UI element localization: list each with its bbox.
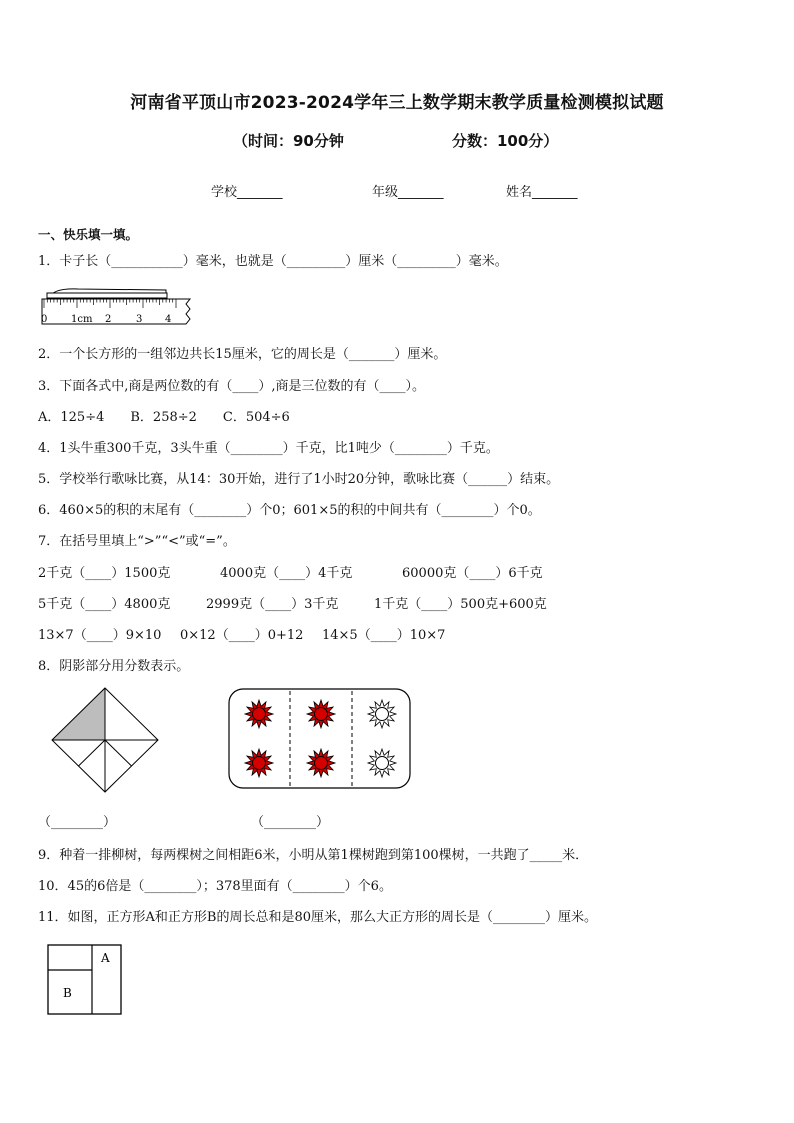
- exam-score: 分数：100分）: [452, 132, 559, 150]
- ruler-label-1cm: 1cm: [71, 314, 93, 325]
- q7-row2-item3: 1千克（____）500克+600克: [374, 597, 547, 612]
- q7-row1-item1: 2千克（____）1500克: [38, 566, 171, 581]
- q7-row3-item2: 0×12（____）0+12: [180, 628, 304, 643]
- big-square: [48, 945, 121, 1014]
- page-title: 河南省平顶山市2023-2024学年三上数学期末教学质量检测模拟试题: [130, 93, 664, 113]
- q8-answer-2: （________）: [251, 815, 330, 830]
- question-9: 9．种着一排柳树，每两棵树之间相距6米，小明从第1棵树跑到第100棵树，一共跑了_____米．: [38, 848, 589, 863]
- ruler-label-3: 3: [136, 314, 143, 325]
- school-field: 学校_______: [211, 185, 283, 200]
- sun-core: [315, 757, 328, 770]
- suns-figure: [228, 688, 412, 790]
- name-field: 姓名_______: [506, 185, 578, 200]
- q7-row2-item1: 5千克（____）4800克: [38, 597, 171, 612]
- q7-row2-item2: 2999克（____）3千克: [206, 597, 339, 612]
- square-label-b: B: [63, 986, 72, 1000]
- q7-row3-item1: 13×7（____）9×10: [38, 628, 162, 643]
- exam-time: （时间：90分钟: [233, 132, 344, 150]
- ruler-label-4: 4: [165, 314, 172, 325]
- diamond-lower-right-line: [105, 740, 132, 766]
- question-1: 1．卡子长（___________）毫米，也就是（_________）厘米（_________）毫米。: [38, 254, 508, 269]
- sun-core: [376, 757, 389, 770]
- question-6: 6．460×5的积的末尾有（________）个0；601×5的积的中间共有（________）个0。: [38, 503, 541, 518]
- diamond-lower-left-line: [79, 740, 106, 766]
- clip-bar: [47, 293, 167, 298]
- ruler-label-2: 2: [105, 314, 112, 325]
- sun-core: [376, 708, 389, 721]
- question-4: 4．1头牛重300千克，3头牛重（________）千克，比1吨少（________）千克。: [38, 441, 499, 456]
- ruler-label-0: 0: [41, 314, 48, 325]
- square-label-a: A: [101, 951, 110, 965]
- question-8: 8．阴影部分用分数表示。: [38, 659, 190, 674]
- section-title: 一、快乐填一填。: [38, 227, 139, 242]
- q7-row3-item3: 14×5（____）10×7: [322, 628, 446, 643]
- sun-core: [253, 708, 266, 721]
- question-7: 7．在括号里填上“>”“<”或“=”。: [38, 534, 236, 549]
- ruler-figure: [38, 281, 196, 327]
- question-11: 11．如图，正方形A和正方形B的周长总和是80厘米，那么大正方形的周长是（________）厘米。: [38, 910, 598, 925]
- q7-row1-item2: 4000克（____）4千克: [220, 566, 353, 581]
- question-10: 10．45的6倍是（________）；378里面有（________）个6。: [38, 879, 392, 894]
- squares-figure: [47, 944, 123, 1016]
- question-2: 2．一个长方形的一组邻边共长15厘米，它的周长是（_______）厘米。: [38, 347, 447, 362]
- sun-core: [315, 708, 328, 721]
- sun-core: [253, 757, 266, 770]
- question-3-options: A．125÷4 B．258÷2 C．504÷6: [38, 410, 290, 425]
- q8-answer-1: （________）: [38, 815, 117, 830]
- diamond-figure: [50, 686, 162, 796]
- q7-row1-item3: 60000克（____）6千克: [402, 566, 543, 581]
- question-5: 5．学校举行歌咏比赛，从14：30开始，进行了1小时20分钟，歌咏比赛（______）结束。: [38, 472, 560, 487]
- grade-field: 年级_______: [372, 185, 444, 200]
- question-3: 3．下面各式中,商是两位数的有（____）,商是三位数的有（____）。: [38, 379, 426, 394]
